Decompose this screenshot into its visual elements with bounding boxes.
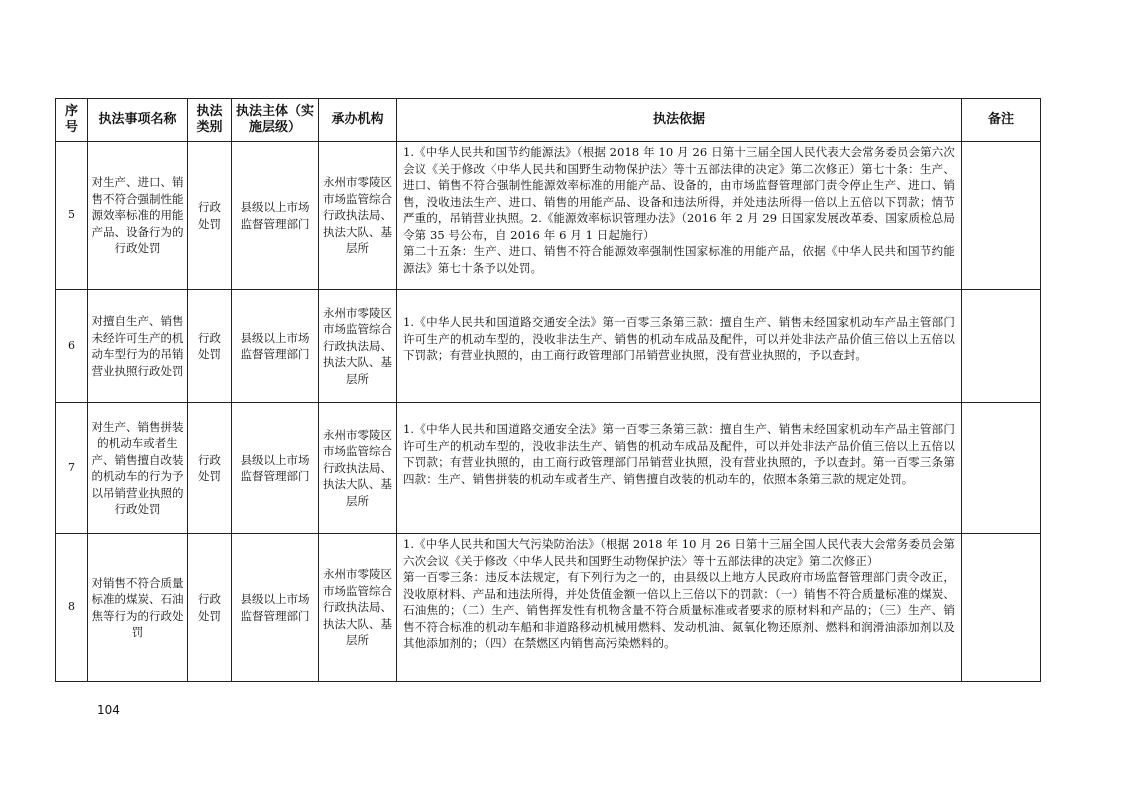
header-remarks: 备注 <box>962 99 1041 142</box>
row-category: 行政处罚 <box>188 534 232 682</box>
row-index: 5 <box>56 142 88 290</box>
table-row <box>56 534 1041 682</box>
row-name: 对生产、销售拼装的机动车或者生产、销售擅自改装的机动车的行为予以吊销营业执照的行政处罚 <box>88 403 188 534</box>
row-category: 行政处罚 <box>188 403 232 534</box>
basis-paragraph: 第二十五条：生产、进口、销售不符合能源效率强制性国家标准的用能产品，依据《中华人民共和国节约能源法》第七十条予以处罚。 <box>403 244 955 275</box>
row-agency: 永州市零陵区市场监管综合行政执法局、执法大队、基层所 <box>319 290 397 403</box>
page-content <box>55 98 1040 682</box>
row-basis <box>397 534 962 682</box>
row-basis <box>397 142 962 290</box>
row-remarks <box>962 290 1041 403</box>
row-name: 对擅自生产、销售未经许可生产的机动车型行为的吊销营业执照行政处罚 <box>88 290 188 403</box>
basis-paragraph: 1.《中华人民共和国道路交通安全法》第一百零三条第三款：擅自生产、销售未经国家机动车产品主管部门许可生产的机动车型的，没收非法生产、销售的机动车成品及配件，可以并处非法产品价值三倍以上五倍以下罚款；有营业执照的，由工商行政管理部门吊销营业执照，没有营业执照的，予以查封。第一百零三条第四款：生产、销售拼装的机动车或者生产、销售擅自改装的机动车的，依照本条第三款的规定处罚。 <box>403 422 955 486</box>
row-subject: 县级以上市场监督管理部门 <box>232 290 319 403</box>
enforcement-table <box>55 98 1041 682</box>
row-agency: 永州市零陵区市场监管综合行政执法局、执法大队、基层所 <box>319 142 397 290</box>
row-category: 行政处罚 <box>188 142 232 290</box>
table-header-row <box>56 99 1041 142</box>
header-agency: 承办机构 <box>319 99 397 142</box>
row-agency: 永州市零陵区市场监管综合行政执法局、执法大队、基层所 <box>319 403 397 534</box>
table-row <box>56 142 1041 290</box>
row-index: 7 <box>56 403 88 534</box>
basis-paragraph: 1.《中华人民共和国节约能源法》（根据 2018 年 10 月 26 日第十三届全国人民代表大会常务委员会第六次会议《关于修改〈中华人民共和国野生动物保护法〉等十五部法律的决定》第二次修正）第七十条：生产、进口、销售不符合强制性能源效率标准的用能产品、设备的，由市场监督管理部门责令停止生产、进口、销售，没收违法生产、进口、销售的用能产品、设备和违法所得，并处违法所得一倍以上五倍以下罚款；情节严重的，吊销营业执照。2.《能源效率标识管理办法》（2016 年 2 月 29 日国家发展改革委、国家质检总局令第 35 号公布，自 2016 年 6 月 1 日起施行） <box>403 145 955 242</box>
row-index: 8 <box>56 534 88 682</box>
header-name: 执法事项名称 <box>88 99 188 142</box>
row-category: 行政处罚 <box>188 290 232 403</box>
row-subject: 县级以上市场监督管理部门 <box>232 403 319 534</box>
row-basis <box>397 403 962 534</box>
header-index: 序号 <box>56 99 88 142</box>
row-remarks <box>962 403 1041 534</box>
header-category: 执法类别 <box>188 99 232 142</box>
basis-paragraph: 1.《中华人民共和国道路交通安全法》第一百零三条第三款：擅自生产、销售未经国家机动车产品主管部门许可生产的机动车型的，没收非法生产、销售的机动车成品及配件，可以并处非法产品价值三倍以上五倍以下罚款；有营业执照的，由工商行政管理部门吊销营业执照，没有营业执照的，予以查封。 <box>403 315 955 362</box>
row-subject: 县级以上市场监督管理部门 <box>232 534 319 682</box>
row-name: 对销售不符合质量标准的煤炭、石油焦等行为的行政处罚 <box>88 534 188 682</box>
row-remarks <box>962 142 1041 290</box>
row-basis <box>397 290 962 403</box>
row-index: 6 <box>56 290 88 403</box>
header-subject: 执法主体（实施层级） <box>232 99 319 142</box>
row-remarks <box>962 534 1041 682</box>
row-agency: 永州市零陵区市场监管综合行政执法局、执法大队、基层所 <box>319 534 397 682</box>
table-row <box>56 403 1041 534</box>
row-name: 对生产、进口、销售不符合强制性能源效率标准的用能产品、设备行为的行政处罚 <box>88 142 188 290</box>
basis-paragraph: 1.《中华人民共和国大气污染防治法》（根据 2018 年 10 月 26 日第十三届全国人民代表大会常务委员会第六次会议《关于修改〈中华人民共和国野生动物保护法〉等十五部法律的决定》第二次修正） <box>403 537 955 568</box>
table-row <box>56 290 1041 403</box>
row-subject: 县级以上市场监督管理部门 <box>232 142 319 290</box>
page-number: 104 <box>97 703 120 717</box>
basis-paragraph: 第一百零三条：违反本法规定，有下列行为之一的，由县级以上地方人民政府市场监督管理部门责令改正，没收原材料、产品和违法所得，并处货值金额一倍以上三倍以下的罚款：（一）销售不符合质量标准的煤炭、石油焦的；（二）生产、销售挥发性有机物含量不符合质量标准或者要求的原材料和产品的；（三）生产、销售不符合标准的机动车船和非道路移动机械用燃料、发动机油、氮氧化物还原剂、燃料和润滑油添加剂以及其他添加剂的；（四）在禁燃区内销售高污染燃料的。 <box>403 570 955 650</box>
header-basis: 执法依据 <box>397 99 962 142</box>
